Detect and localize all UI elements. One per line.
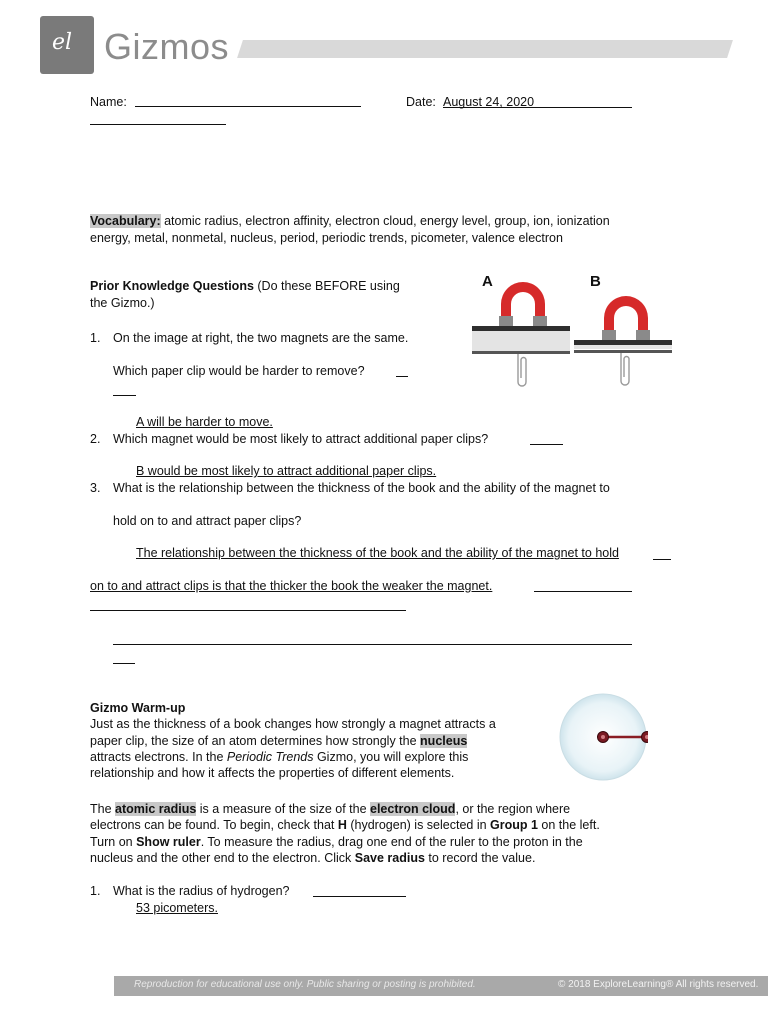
hydrogen-atom-figure: [558, 692, 648, 782]
warmup-p1-line-3: attracts electrons. In the Periodic Trends Gizmo, you will explore this: [90, 750, 469, 764]
prior-q1-number: 1.: [90, 331, 101, 345]
answer-blank[interactable]: [90, 610, 406, 611]
date-label: Date:: [406, 95, 436, 109]
brand-title: Gizmos: [104, 26, 230, 67]
date-value[interactable]: August 24, 2020: [443, 95, 535, 109]
name-label: Name:: [90, 95, 127, 109]
prior-q3-number: 3.: [90, 481, 101, 495]
answer-blank[interactable]: [113, 644, 632, 645]
term-nucleus: nucleus: [420, 734, 468, 748]
answer-blank[interactable]: [653, 559, 671, 560]
gizmo-name: Periodic Trends: [226, 750, 314, 764]
prior-q3-line-2: hold on to and attract paper clips?: [113, 514, 302, 528]
figure-label-a: A: [482, 273, 493, 290]
date-field-line: [443, 107, 632, 108]
warmup-p2-line-1: The atomic radius is a measure of the size of the electron cloud, or the region where: [90, 802, 571, 816]
term-electron-cloud: electron cloud: [370, 802, 456, 816]
vocabulary-line-2: energy, metal, nonmetal, nucleus, period, periodic trends, picometer, valence electron: [90, 231, 563, 245]
name-field-line-2[interactable]: [90, 124, 226, 125]
prior-answer-2[interactable]: B would be most likely to attract additional paper clips.: [136, 464, 437, 478]
prior-answer-1[interactable]: A will be harder to move.: [136, 415, 273, 429]
footer-notice: Reproduction for educational use only. Public sharing or posting is prohibited.: [134, 979, 476, 990]
el-logo-icon: el: [52, 30, 73, 55]
warmup-q1-text: What is the radius of hydrogen?: [113, 884, 290, 898]
magnets-figure: [468, 268, 678, 390]
warmup-p2-line-4: nucleus and the other end to the electron. Click Save radius to record the value.: [90, 851, 536, 865]
vocabulary-label: Vocabulary:: [90, 214, 161, 228]
name-field-line[interactable]: [135, 106, 361, 107]
prior-title-line: Prior Knowledge Questions (Do these BEFORE using: [90, 279, 400, 293]
warmup-title: Gizmo Warm-up: [90, 701, 186, 715]
magnet-a-icon: [472, 282, 570, 386]
prior-q2-text: Which magnet would be most likely to attract additional paper clips?: [113, 432, 489, 446]
warmup-p2-line-2: electrons can be found. To begin, check that H (hydrogen) is selected in Group 1 on the left.: [90, 818, 600, 832]
answer-blank[interactable]: [113, 395, 136, 396]
warmup-p1-line-4: relationship and how it affects the properties of different elements.: [90, 766, 455, 780]
prior-answer-3-line-1[interactable]: The relationship between the thickness of the book and the ability of the magnet to hold: [136, 546, 619, 560]
warmup-answer-1[interactable]: 53 picometers.: [136, 901, 218, 915]
answer-blank[interactable]: [396, 376, 408, 377]
warmup-p1-line-2: paper clip, the size of an atom determines how strongly the nucleus: [90, 734, 468, 748]
prior-q3-line-1: What is the relationship between the thickness of the book and the ability of the magnet to: [113, 481, 610, 495]
footer-copyright: © 2018 ExploreLearning® All rights reserved.: [558, 979, 759, 990]
figure-label-b: B: [590, 273, 601, 290]
answer-blank[interactable]: [530, 444, 563, 445]
warmup-q1-number: 1.: [90, 884, 101, 898]
prior-q2-number: 2.: [90, 432, 101, 446]
term-atomic-radius: atomic radius: [115, 802, 197, 816]
vocabulary-line-1: Vocabulary: atomic radius, electron affinity, electron cloud, energy level, group, ion, ionization: [90, 214, 610, 228]
answer-blank[interactable]: [113, 663, 135, 664]
header-bar: [237, 40, 733, 58]
magnet-b-icon: [574, 296, 672, 385]
prior-title: Prior Knowledge Questions: [90, 279, 254, 293]
prior-subtitle: the Gizmo.): [90, 296, 155, 310]
prior-answer-3-line-2[interactable]: on to and attract clips is that the thicker the book the weaker the magnet.: [90, 579, 493, 593]
warmup-p1-line-1: Just as the thickness of a book changes how strongly a magnet attracts a: [90, 717, 496, 731]
answer-blank[interactable]: [534, 591, 632, 592]
answer-blank[interactable]: [313, 896, 406, 897]
prior-q1-line-1: On the image at right, the two magnets are the same.: [113, 331, 409, 345]
prior-q1-line-2: Which paper clip would be harder to remove?: [113, 364, 365, 378]
warmup-p2-line-3: Turn on Show ruler. To measure the radius, drag one end of the ruler to the proton in the: [90, 835, 583, 849]
